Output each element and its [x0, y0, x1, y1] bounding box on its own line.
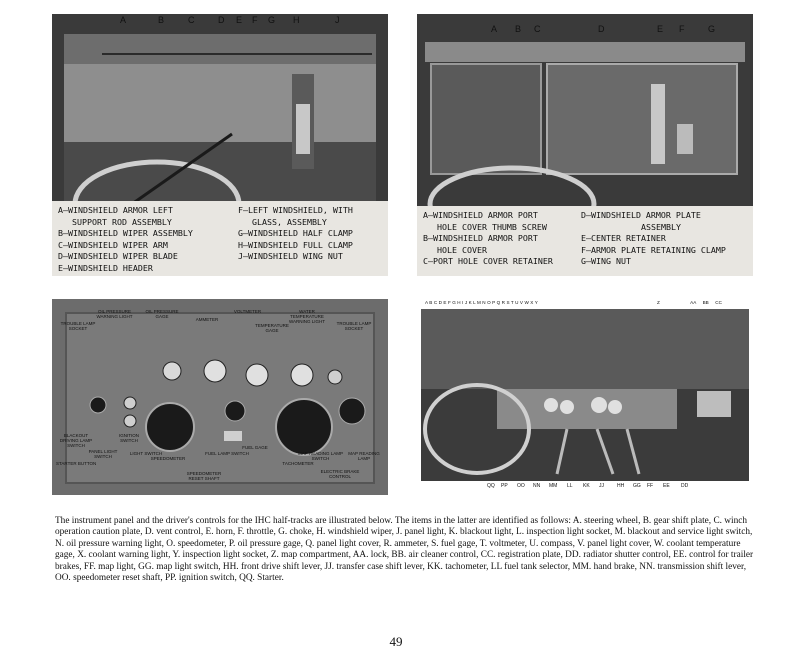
callout-g: G	[268, 15, 276, 25]
callout-qq: QQ	[487, 483, 495, 489]
callout-b: B	[158, 15, 165, 25]
figure-1-callout-letters	[52, 14, 388, 34]
legend-line: SUPPORT ROD ASSEMBLY	[72, 216, 172, 227]
label-trouble-lamp-socket-right: TROUBLE LAMP SOCKET	[336, 321, 372, 331]
legend-line: E—CENTER RETAINER	[581, 233, 666, 244]
callout-kk: KK	[583, 483, 590, 489]
callout-a: A	[120, 15, 127, 25]
legend-line: E—WINDSHIELD HEADER	[58, 262, 153, 273]
callout-ll: LL	[567, 483, 573, 489]
legend-line: F—LEFT WINDSHIELD, WITH	[238, 205, 353, 215]
callout-e: E	[236, 15, 243, 25]
callout-bb: BB	[702, 300, 709, 305]
legend-line: D—WINDSHIELD ARMOR PLATE	[581, 210, 701, 220]
label-ammeter: AMMETER	[195, 317, 219, 322]
legend-line: A—WINDSHIELD ARMOR LEFT	[58, 205, 173, 215]
legend-line: HOLE COVER	[437, 244, 487, 255]
callout-oo: OO	[517, 483, 525, 489]
callout-d: D	[598, 24, 605, 34]
label-speedometer: SPEEDOMETER	[150, 456, 186, 461]
legend-line: B—WINDSHIELD WIPER ASSEMBLY	[58, 228, 193, 239]
label-oil-pressure-warning-light: OIL PRESSURE WARNING LIGHT	[96, 309, 133, 319]
label-oil-pressure-gage: OIL PRESSURE GAGE	[145, 309, 179, 319]
figure-2-legend	[417, 206, 753, 276]
figure-4-top-right-letters	[657, 300, 722, 305]
figure-4-illustration	[417, 309, 753, 495]
label-temperature-gage: TEMPERATURE GAGE	[255, 323, 289, 333]
figure-3-instrument-panel-photo	[52, 299, 388, 495]
label-starter-button: STARTER BUTTON	[56, 461, 97, 466]
figure-1-legend	[52, 201, 388, 276]
legend-line: B—WINDSHIELD ARMOR PORT	[423, 233, 538, 244]
figure-1-windshield-left-photo	[52, 14, 388, 276]
callout-hh: HH	[617, 483, 625, 489]
legend-line: F—ARMOR PLATE RETAINING CLAMP	[581, 244, 726, 255]
callout-cc: CC	[715, 300, 722, 305]
callout-c: C	[188, 15, 195, 25]
label-fuel-gage: FUEL GAGE	[242, 445, 268, 450]
callout-ff: FF	[647, 483, 654, 489]
callout-gg: GG	[633, 483, 641, 489]
callout-ee: EE	[663, 483, 670, 489]
callout-d: D	[218, 15, 225, 25]
legend-line: D—WINDSHIELD WIPER BLADE	[58, 251, 178, 262]
label-trouble-lamp-socket-left: TROUBLE LAMP SOCKET	[60, 321, 96, 331]
figure-4-top-letters: A B C D E F G H I J K L M N O P Q R S T U V W X Y	[425, 300, 538, 305]
callout-f: F	[679, 24, 685, 34]
page-number: 49	[389, 634, 403, 649]
description-text: The instrument panel and the driver's controls for the IHC half-tracks are illustrated below. The items in the latter are identified as follows: A. steering wheel, B. gear shift plate, C. winch operation caution plate, D. vent control, E. horn, F. throttle, G. choke, H. windshield wiper, J. panel light, K. blackout light, L. inspection light socket, M. blackout and service light switch, N. oil pressure warning light, O. speedometer, P. oil pressure gage, Q. panel light cover, R. ammeter, S. fuel gage, T. voltmeter, U. compass, V. panel light cover, W. coolant temperature gage, X. coolant warning light, Y. inspection light socket, Z. map compartment, AA. lock, BB. air cleaner control, CC. registration plate, DD. radiator shutter control, EE. control for trailer brakes, FF. map light, GG. map light switch, HH. front drive shift lever, JJ. transfer case shift lever, KK. tachometer, LL fuel tank selector, MM. hand brake, NN. transmission shift lever, OO. speedometer reset shaft, PP. ignition switch, QQ. Starter.	[55, 516, 754, 584]
label-ignition-switch: IGNITION SWITCH	[119, 433, 139, 443]
callout-f: F	[252, 15, 258, 25]
figure-4-drivers-controls-photo	[417, 299, 753, 495]
label-electric-brake-control: ELECTRIC BRAKE CONTROL	[320, 469, 360, 479]
legend-line: J—WINDSHIELD WING NUT	[238, 251, 343, 262]
label-speedometer-reset-shaft: SPEEDOMETER RESET SHAFT	[186, 471, 222, 481]
label-tachometer: TACHOMETER	[282, 461, 314, 466]
legend-line: GLASS, ASSEMBLY	[252, 216, 327, 227]
callout-pp: PP	[501, 483, 508, 489]
callout-e: E	[657, 24, 664, 34]
legend-line: A—WINDSHIELD ARMOR PORT	[423, 210, 538, 220]
callout-h: H	[293, 15, 300, 25]
figure-2-callout-letters	[417, 14, 753, 34]
label-light-switch: LIGHT SWITCH	[129, 451, 163, 456]
label-map-reading-lamp: MAP READING LAMP	[348, 451, 380, 461]
legend-line: HOLE COVER THUMB SCREW	[437, 221, 547, 232]
label-fuel-lamp-switch: FUEL LAMP SWITCH	[205, 451, 249, 456]
callout-jj: JJ	[599, 483, 604, 489]
callout-b: B	[515, 24, 522, 34]
legend-line: G—WING NUT	[581, 256, 631, 267]
callout-dd: DD	[681, 483, 689, 489]
callout-mm: MM	[549, 483, 558, 489]
label-water-temp-warning-light: WATER TEMPERATURE WARNING LIGHT	[288, 309, 326, 324]
legend-line: ASSEMBLY	[641, 221, 681, 232]
callout-aa: AA	[690, 300, 696, 305]
label-map-reading-lamp-switch: MAP READING LAMP SWITCH	[298, 451, 343, 461]
legend-line: C—WINDSHIELD WIPER ARM	[58, 239, 168, 250]
legend-line: H—WINDSHIELD FULL CLAMP	[238, 239, 353, 250]
legend-line: C—PORT HOLE COVER RETAINER	[423, 256, 553, 267]
callout-g: G	[708, 24, 716, 34]
callout-a: A	[491, 24, 498, 34]
callout-z: Z	[657, 300, 660, 305]
label-voltmeter: VOLTMETER	[233, 309, 262, 314]
callout-j: J	[335, 15, 340, 25]
label-blackout-driving-lamp-switch: BLACKOUT DRIVING LAMP SWITCH	[59, 433, 93, 448]
label-panel-light-switch: PANEL LIGHT SWITCH	[88, 449, 118, 459]
description-paragraph	[55, 516, 755, 584]
figure-2-windshield-armor-photo	[417, 14, 753, 276]
callout-c: C	[534, 24, 541, 34]
legend-line: G—WINDSHIELD HALF CLAMP	[238, 228, 353, 239]
callout-nn: NN	[533, 483, 541, 489]
